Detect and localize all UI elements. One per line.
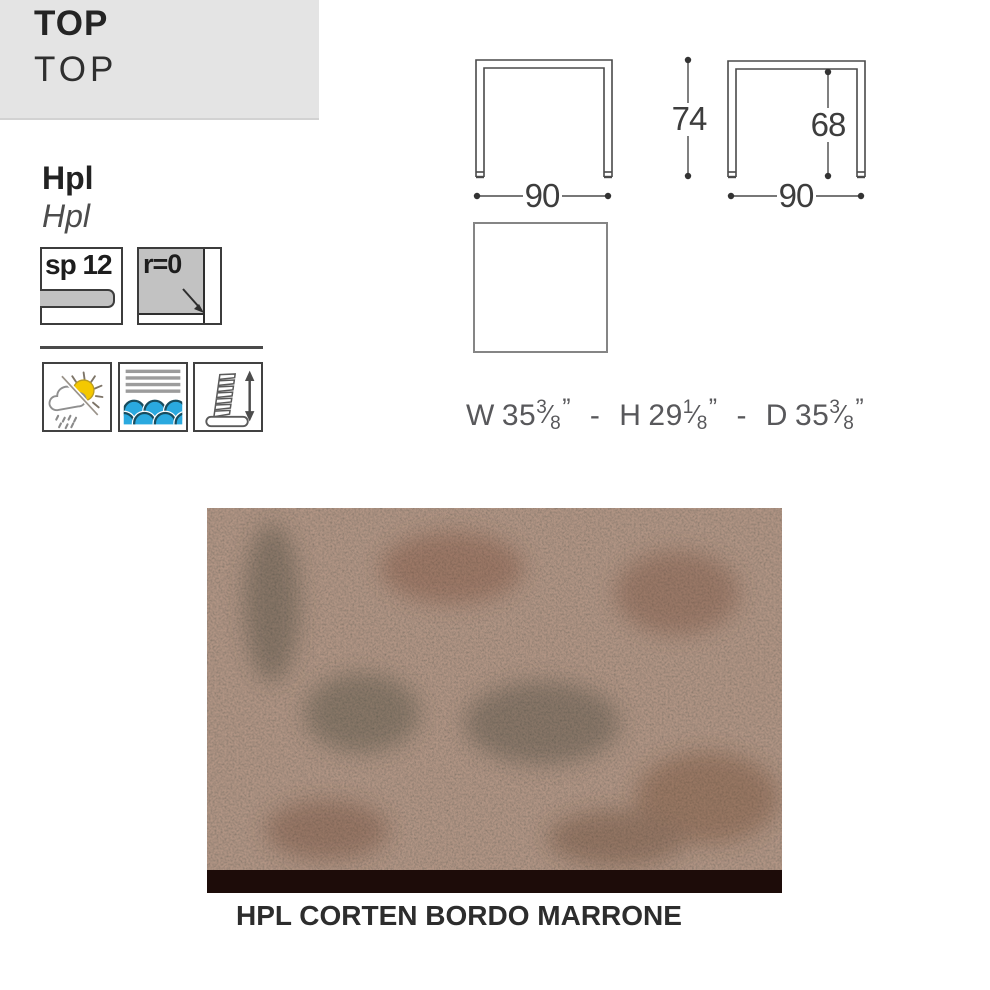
corten-texture-image — [207, 508, 782, 870]
dimension-width: W $35^3⁄8^”$ — [466, 394, 572, 434]
width-dimension-value: 90 — [778, 177, 814, 214]
adjustable-feet-icon — [193, 362, 263, 432]
side-view-drawing — [714, 44, 884, 219]
thickness-spec-box — [40, 247, 123, 325]
dimension-depth: D $35^3⁄8^”$ — [765, 394, 865, 434]
screw-thread-icon — [214, 372, 235, 419]
height-dimension-value: 74 — [671, 100, 707, 137]
slats-icon — [126, 370, 181, 393]
page-subtitle: TOP — [34, 50, 118, 89]
imperial-dimensions — [466, 394, 864, 435]
material-swatch — [207, 508, 782, 893]
outdoor-weather-icon — [42, 362, 112, 432]
swatch-edge-strip — [207, 870, 782, 893]
panel-thickness-icon — [40, 289, 115, 308]
water-resistant-icon — [118, 362, 188, 432]
up-down-arrow-icon — [245, 371, 254, 422]
thickness-label: sp 12 — [45, 249, 112, 280]
material-name-secondary: Hpl — [42, 198, 91, 234]
section-divider — [40, 346, 263, 349]
rain-drops-icon — [56, 416, 76, 428]
edge-radius-spec-box — [137, 247, 222, 325]
top-view-drawing — [473, 222, 608, 353]
dimension-separator: - — [589, 399, 601, 432]
page-title: TOP — [34, 4, 109, 43]
header-banner — [0, 0, 319, 120]
waves-icon — [120, 398, 186, 430]
swatch-caption: HPL CORTEN BORDO MARRONE — [236, 900, 682, 931]
edge-radius-label: r=0 — [143, 249, 182, 279]
front-view-drawing — [464, 44, 714, 219]
clearance-dimension-value: 68 — [810, 106, 846, 143]
width-dimension-value: 90 — [524, 177, 560, 214]
foot-base-icon — [206, 417, 247, 426]
dimension-separator: - — [736, 399, 747, 432]
material-name: Hpl — [42, 160, 94, 196]
dimension-height: H $29^1⁄8^”$ — [619, 394, 718, 434]
